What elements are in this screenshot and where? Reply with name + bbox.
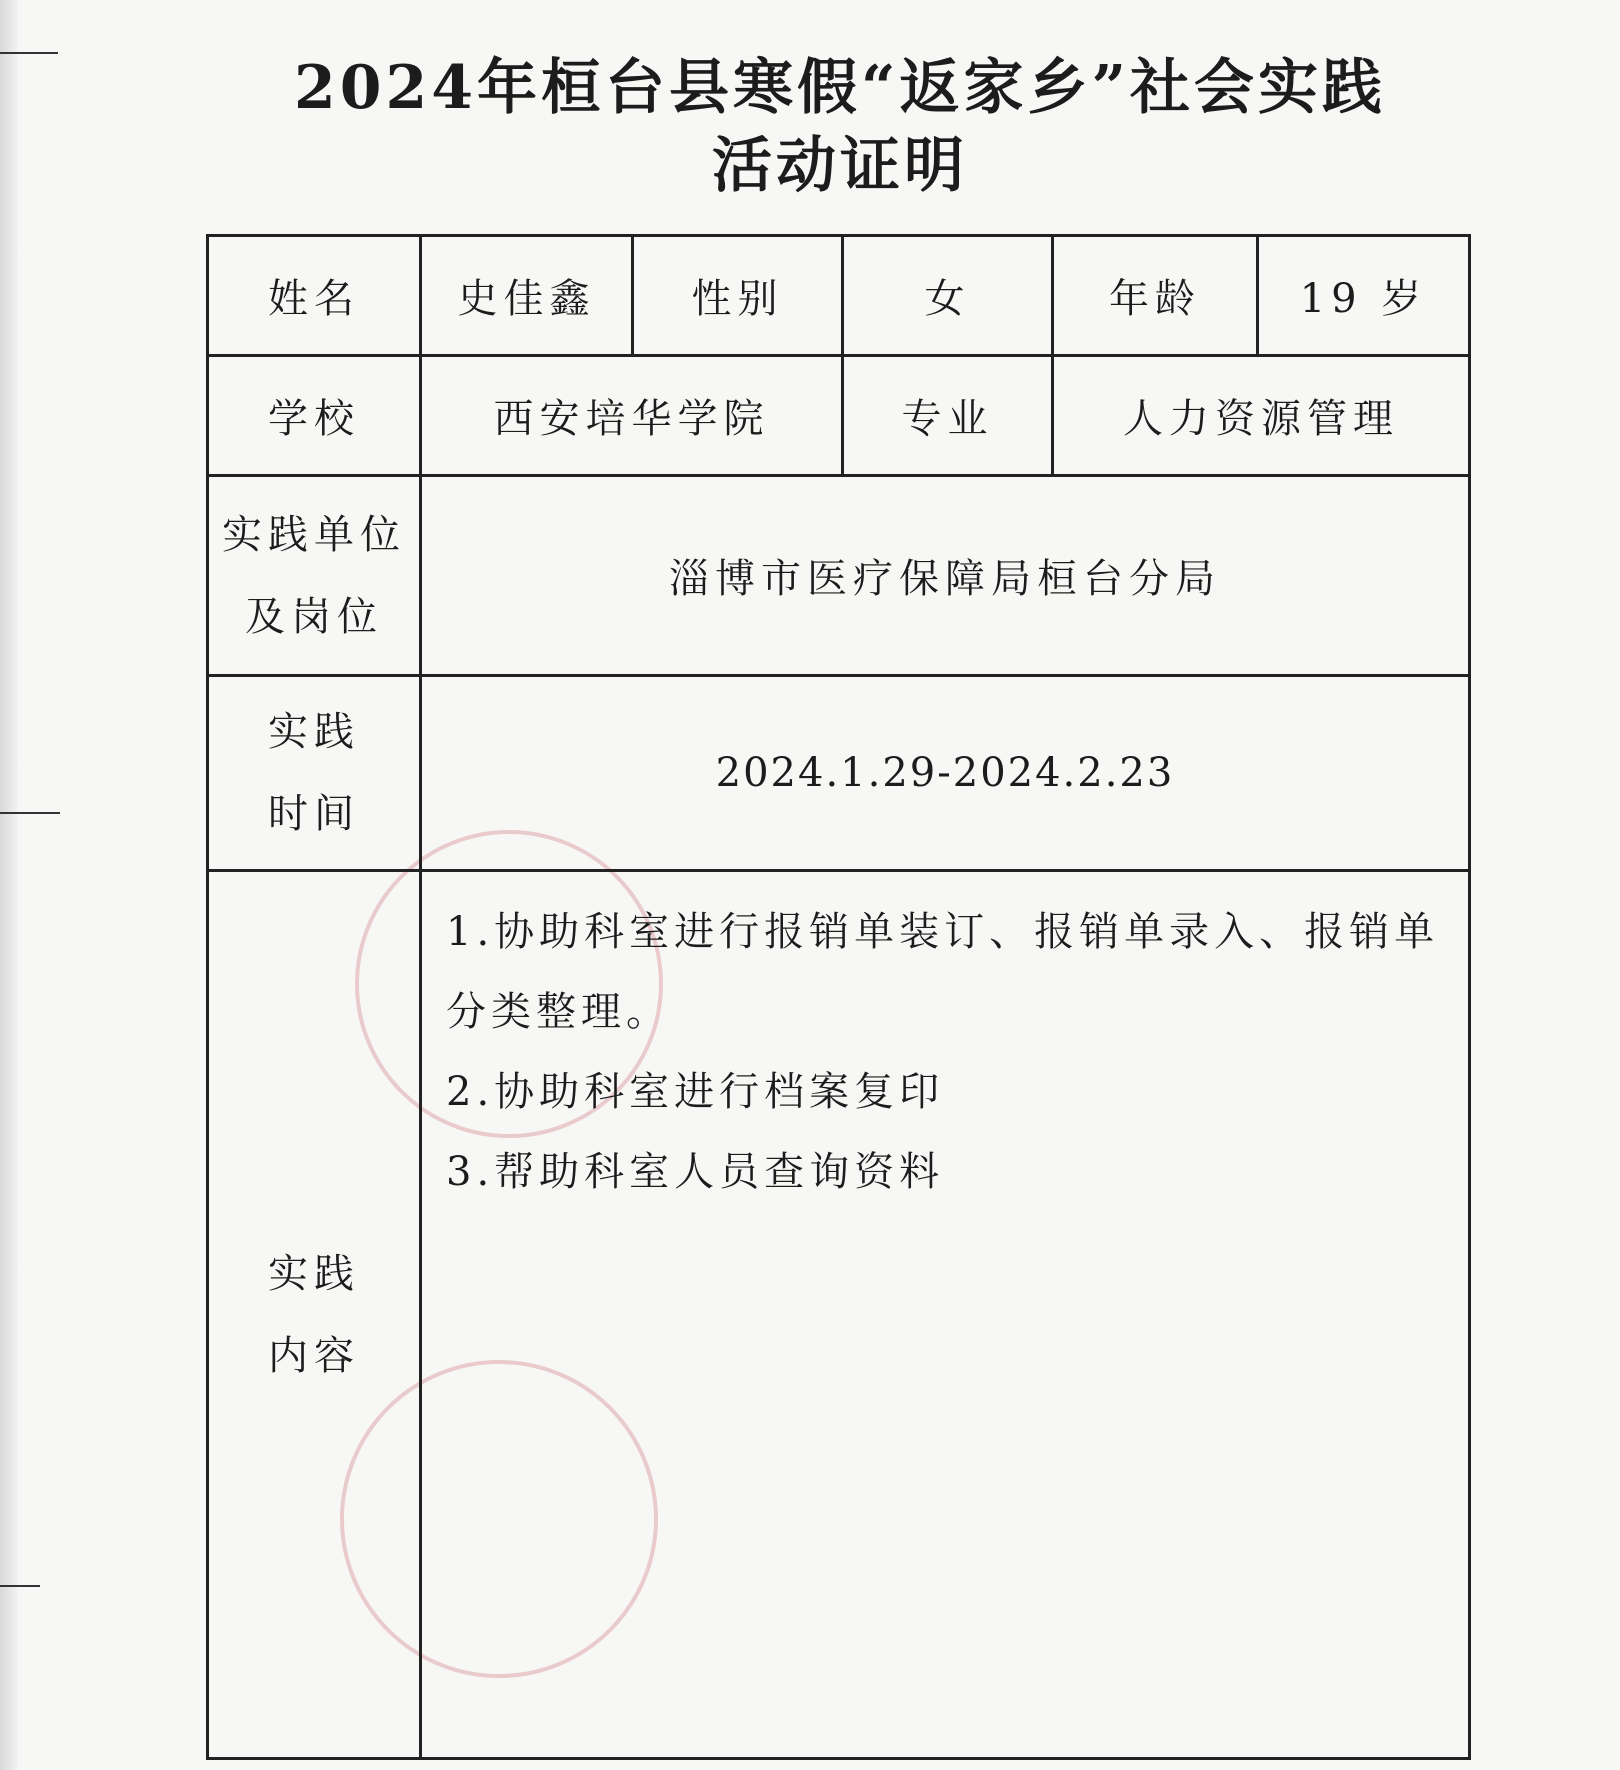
row-unit [208,476,1470,676]
gender-label: 性别 [633,236,843,356]
name-label: 姓名 [208,236,421,356]
content-label-line1: 实践 [268,1250,360,1297]
unit-label-line1: 实践单位 [222,511,406,558]
margin-mark [0,812,60,814]
time-label [208,676,421,871]
margin-mark [0,1585,40,1587]
major-label: 专业 [843,356,1053,476]
school-label: 学校 [208,356,421,476]
major-value: 人力资源管理 [1053,356,1470,476]
age-label: 年龄 [1053,236,1258,356]
unit-value: 淄博市医疗保障局桓台分局 [421,476,1470,676]
content-item: 1.协助科室进行报销单装订、报销单录入、报销单分类整理。 [446,909,1440,1035]
school-value: 西安培华学院 [421,356,843,476]
name-value: 史佳鑫 [421,236,633,356]
row-content [208,871,1470,1759]
content-item: 2.协助科室进行档案复印 [446,1069,945,1115]
content-item: 3.帮助科室人员查询资料 [446,1149,945,1195]
document-title: 2024年桓台县寒假“返家乡”社会实践 [293,53,1386,123]
age-value: 19 岁 [1258,236,1470,356]
certificate-form [206,234,1471,1760]
gender-value: 女 [843,236,1053,356]
document-subtitle: 活动证明 [712,131,968,201]
row-name [208,236,1470,356]
row-school [208,356,1470,476]
row-time [208,676,1470,871]
scan-edge-shadow [0,0,18,1770]
content-label [208,871,421,1759]
unit-label-line2: 及岗位 [245,593,383,640]
content-label-line2: 内容 [268,1332,360,1379]
unit-label [208,476,421,676]
time-value: 2024.1.29-2024.2.23 [421,676,1470,871]
margin-mark [0,52,58,54]
content-value [421,871,1470,1759]
time-label-line1: 实践 [268,709,360,755]
time-label-line2: 时间 [268,791,360,837]
